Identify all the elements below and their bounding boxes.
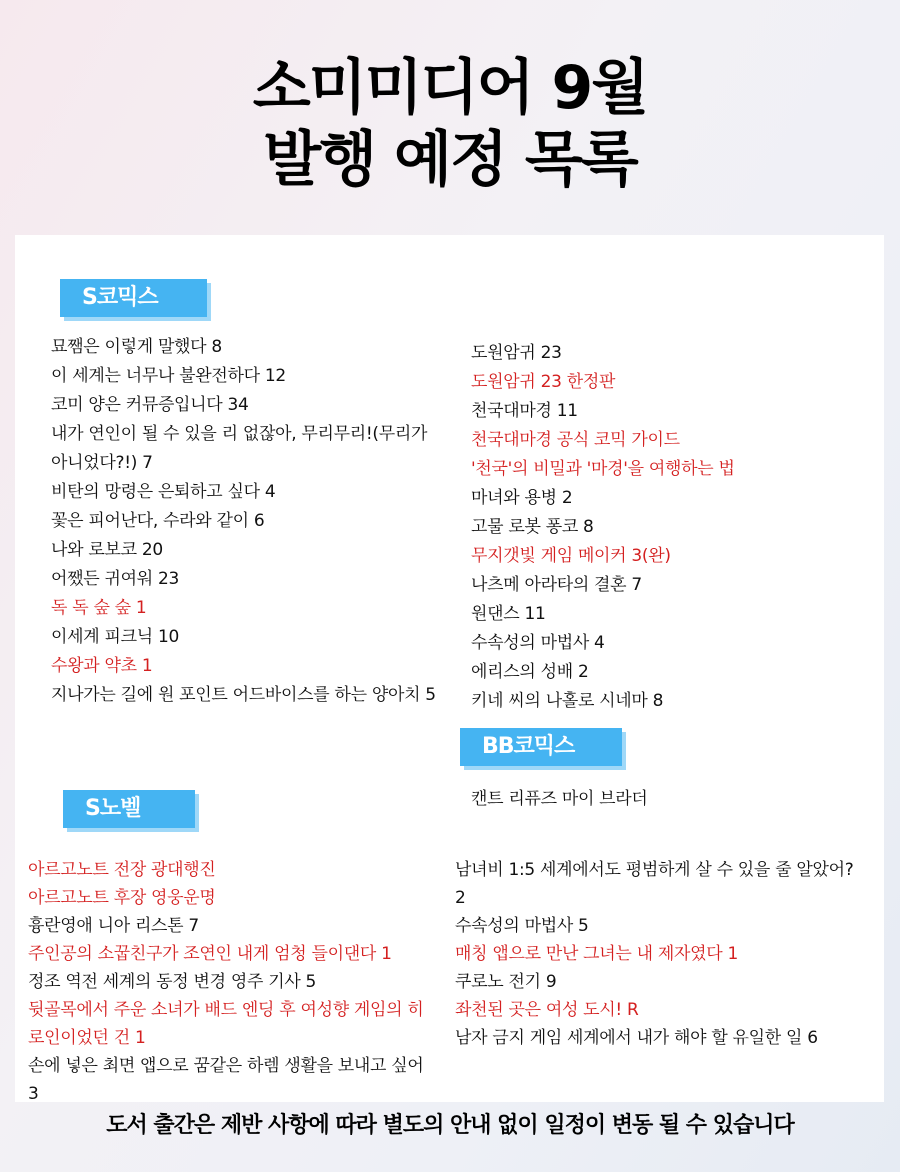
list-item: 쿠로노 전기 9	[455, 972, 557, 992]
bbcomics-list	[471, 785, 871, 814]
list-item: '천국'의 비밀과 '마경'을 여행하는 법	[471, 459, 735, 479]
list-item: 주인공의 소꿉친구가 조연인 내게 엄청 들이댄다 1	[28, 944, 392, 964]
list-item: 흉란영애 니아 리스톤 7	[28, 916, 199, 936]
list-item: 뒷골목에서 주운 소녀가 배드 엔딩 후 여성향 게임의 히로인이었던 건 1	[28, 1000, 424, 1048]
list-item: 남녀비 1:5 세계에서도 평범하게 살 수 있을 줄 알았어? 2	[455, 860, 854, 908]
list-item: 천국대마경 11	[471, 401, 578, 421]
list-item: 마녀와 용병 2	[471, 488, 573, 508]
list-item: 도원암귀 23	[471, 343, 562, 363]
schedule-notice: 도서 출간은 제반 사항에 따라 별도의 안내 없이 일정이 변동 될 수 있습니다	[106, 1113, 794, 1138]
list-item: 지나가는 길에 원 포인트 어드바이스를 하는 양아치 5	[51, 685, 436, 705]
list-item: 아르고노트 후장 영웅운명	[28, 888, 216, 908]
list-item: 원댄스 11	[471, 604, 546, 624]
snovel-list-left	[28, 856, 438, 1108]
list-item: 나츠메 아라타의 결혼 7	[471, 575, 642, 595]
list-item: 좌천된 곳은 여성 도시! R	[455, 1000, 639, 1020]
list-item: 무지갯빛 게임 메이커 3(완)	[471, 546, 671, 566]
list-item: 이 세계는 너무나 불완전하다 12	[51, 366, 286, 386]
list-item: 내가 연인이 될 수 있을 리 없잖아, 무리무리!(무리가 아니었다?!) 7	[51, 424, 428, 473]
list-item: 도원암귀 23 한정판	[471, 372, 616, 392]
scomics-list-left	[51, 333, 441, 710]
list-item: 묘쨈은 이렇게 말했다 8	[51, 337, 222, 357]
title-line-2: 발행 예정 목록	[263, 125, 637, 195]
list-item: 천국대마경 공식 코믹 가이드	[471, 430, 680, 450]
list-item: 수속성의 마법사 4	[471, 633, 605, 653]
list-item: 수속성의 마법사 5	[455, 916, 589, 936]
list-item: 매칭 앱으로 만난 그녀는 내 제자였다 1	[455, 944, 738, 964]
list-item: 이세계 피크닉 10	[51, 627, 179, 647]
list-panel	[15, 235, 884, 1102]
bbcomics-badge: BB코믹스	[460, 728, 622, 766]
list-item: 코미 양은 커뮤증입니다 34	[51, 395, 249, 415]
scomics-list-right	[471, 339, 871, 716]
snovel-list-right	[455, 856, 867, 1052]
title-line-1: 소미미디어 9월	[252, 53, 648, 123]
list-item: 비탄의 망령은 은퇴하고 싶다 4	[51, 482, 276, 502]
list-item: 독 독 숲 숲 1	[51, 598, 147, 618]
list-item: 에리스의 성배 2	[471, 662, 589, 682]
list-item: 정조 역전 세계의 동정 변경 영주 기사 5	[28, 972, 317, 992]
list-item: 키네 씨의 나홀로 시네마 8	[471, 691, 664, 711]
list-item: 어쨌든 귀여워 23	[51, 569, 179, 589]
page-title	[0, 52, 900, 196]
list-item: 아르고노트 전장 광대행진	[28, 860, 216, 880]
list-item: 꽃은 피어난다, 수라와 같이 6	[51, 511, 265, 531]
list-item: 나와 로보코 20	[51, 540, 163, 560]
list-item: 캔트 리퓨즈 마이 브라더	[471, 789, 648, 809]
list-item: 고물 로봇 퐁코 8	[471, 517, 594, 537]
scomics-badge: S코믹스	[60, 279, 207, 317]
snovel-badge: S노벨	[63, 790, 195, 828]
list-item: 남자 금지 게임 세계에서 내가 해야 할 유일한 일 6	[455, 1028, 818, 1048]
list-item: 손에 넣은 최면 앱으로 꿈같은 하렘 생활을 보내고 싶어 3	[28, 1056, 424, 1104]
list-item: 수왕과 약초 1	[51, 656, 153, 676]
